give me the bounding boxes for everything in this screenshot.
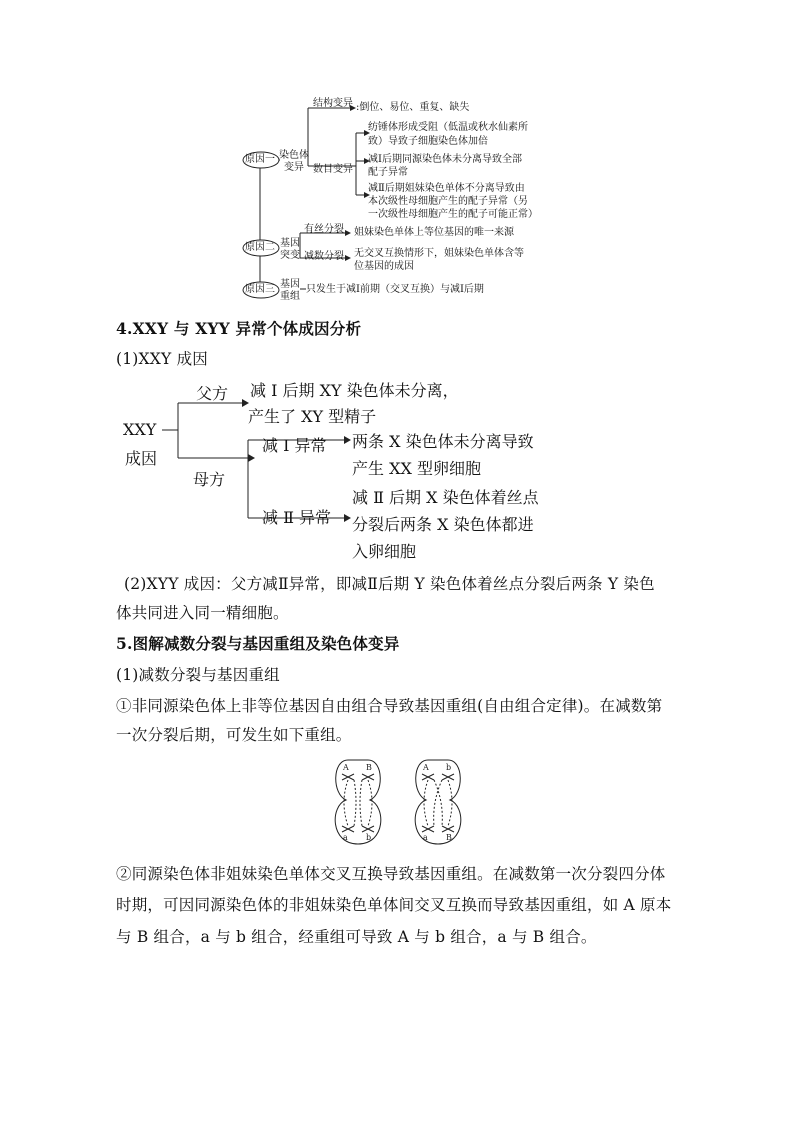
mother-label: 母方 <box>193 470 226 489</box>
numerical-item3-line2: 本次级性母细胞产生的配子异常（另 <box>368 196 528 207</box>
gene-mutation-label: 基因 <box>280 238 300 249</box>
xxy-root-line2: 成因 <box>125 449 158 468</box>
meiosis2-abnormal-label: 减 Ⅱ 异常 <box>262 508 332 527</box>
left-cell-top-gene-2: B <box>366 763 372 772</box>
section5-p1-line1: ①非同源染色体上非等位基因自由组合导致基因重组(自由组合定律)。在减数第 <box>116 697 663 715</box>
meiosis1-line2: 产生 XX 型卵细胞 <box>352 459 481 478</box>
father-line1: 减 Ⅰ 后期 XY 染色体未分离， <box>250 381 459 400</box>
section5-heading: 5.图解减数分裂与基因重组及染色体变异 <box>116 634 400 653</box>
gene-recombination-label-2: 重组 <box>280 291 300 302</box>
meiosis-text-line1: 无交叉互换情形下，姐妹染色单体含等 <box>354 248 524 259</box>
cause1-label: 原因一 <box>245 154 275 165</box>
numerical-variation-label: 数目变异 <box>313 164 353 175</box>
xxy-root-line1: XXY <box>123 420 157 439</box>
xyy-paragraph-line2: 体共同进入同一精细胞。 <box>116 604 289 622</box>
numerical-item3-line1: 减Ⅱ后期姐妹染色单体不分离导致由 <box>368 183 525 194</box>
right-cell-bottom-gene-2: B <box>446 833 452 842</box>
meiosis1-abnormal-label: 减 Ⅰ 异常 <box>262 436 327 455</box>
section5-p2-line3: 与 B 组合，a 与 b 组合，经重组可导致 A 与 b 组合，a 与 B 组合。 <box>116 928 597 946</box>
gene-recombination-text: 只发生于减Ⅰ前期（交叉互换）与减Ⅰ后期 <box>306 284 484 295</box>
structural-variation-label: 结构变异 <box>313 98 353 109</box>
father-label: 父方 <box>196 384 229 403</box>
meiosis2-line1: 减 Ⅱ 后期 X 染色体着丝点 <box>352 488 539 507</box>
structural-variation-text: :倒位、易位、重复、缺失 <box>356 102 470 113</box>
numerical-item2-line1: 减Ⅰ后期同源染色体未分离导致全部 <box>368 154 522 165</box>
right-cell-top-gene-1: A <box>423 763 429 772</box>
section5-p1-line2: 一次分裂后期，可发生如下重组。 <box>116 726 352 744</box>
xyy-paragraph-line1: (2)XYY 成因：父方减Ⅱ异常，即减Ⅱ后期 Y 染色体着丝点分裂后两条 Y 染色 <box>124 575 655 593</box>
numerical-item1-line2: 致）导致子细胞染色体加倍 <box>368 136 488 147</box>
section5-sub1: (1)减数分裂与基因重组 <box>116 666 280 684</box>
right-cell-top-gene-2: b <box>446 763 452 772</box>
left-cell-bottom-gene-2: b <box>366 833 372 842</box>
cause2-label: 原因二 <box>245 242 275 253</box>
section4-sub1: (1)XXY 成因 <box>116 350 208 368</box>
left-cell <box>335 760 381 844</box>
section5-p2-line2: 时期，可因同源染色体的非姐妹染色单体间交叉互换而导致基因重组，如 A 原本 <box>116 896 672 914</box>
meiosis1-line1: 两条 X 染色体未分离导致 <box>352 432 534 451</box>
gene-mutation-label-2: 突变 <box>280 250 300 261</box>
chromosome-variation-label-2: 变异 <box>284 162 304 173</box>
numerical-item3-line3: 一次级性母细胞产生的配子可能正常） <box>368 209 538 220</box>
section5-p2-line1: ②同源染色体非姐妹染色单体交叉互换导致基因重组。在减数第一次分裂四分体 <box>116 865 666 883</box>
mitosis-text: 姐妹染色单体上等位基因的唯一来源 <box>354 227 514 238</box>
section4-heading: 4.XXY 与 XYY 异常个体成因分析 <box>116 319 362 338</box>
meiosis-cells-figure <box>328 756 468 850</box>
numerical-item2-line2: 配子异常 <box>368 167 408 178</box>
meiosis2-line3: 入卵细胞 <box>352 542 417 561</box>
left-cell-bottom-gene-1: a <box>343 833 348 842</box>
right-cell-bottom-gene-1: a <box>423 833 428 842</box>
chromosome-variation-label: 染色体 <box>279 150 309 161</box>
right-cell <box>415 760 461 844</box>
mitosis-label: 有丝分裂 <box>304 224 344 235</box>
meiosis-text-line2: 位基因的成因 <box>354 261 414 272</box>
numerical-item1-line1: 纺锤体形成受阻（低温或秋水仙素所 <box>368 122 528 133</box>
left-cell-top-gene-1: A <box>343 763 349 772</box>
meiosis2-line2: 分裂后两条 X 染色体都进 <box>352 515 534 534</box>
father-line2: 产生了 XY 型精子 <box>248 407 377 426</box>
meiosis-label: 减数分裂 <box>304 251 344 262</box>
gene-recombination-label: 基因 <box>280 279 300 290</box>
cause3-label: 原因三 <box>245 284 275 295</box>
